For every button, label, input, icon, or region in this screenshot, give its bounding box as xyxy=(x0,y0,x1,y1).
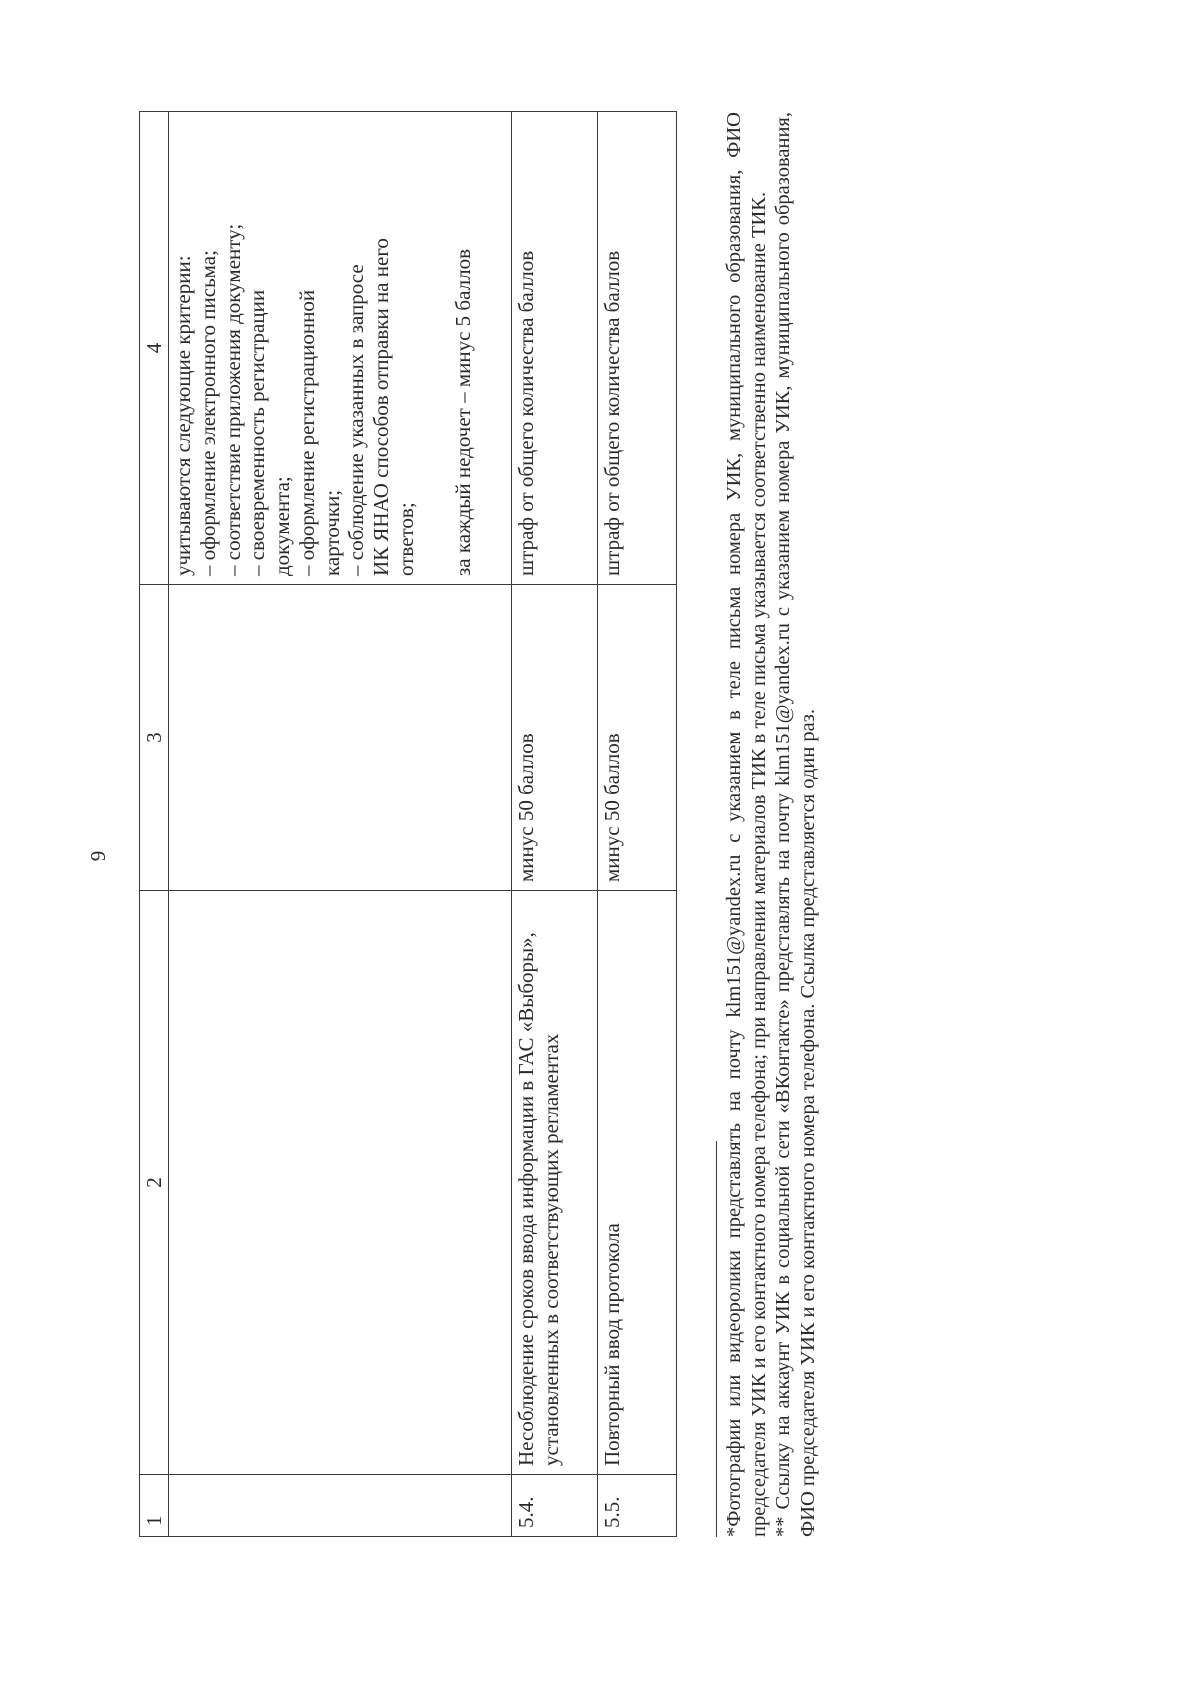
row-description: Повторный ввод протокола xyxy=(598,891,677,1475)
table-row-continuation xyxy=(169,112,512,1537)
row-description: Несоблюдение сроков ввода информации в ГАС «Выборы», установленных в соответствующих регламентах xyxy=(512,891,598,1475)
table-row xyxy=(512,112,598,1537)
header-col-4: 4 xyxy=(140,112,169,585)
criteria-item: – оформление регистрационной xyxy=(294,289,319,576)
per-deficiency-penalty: за каждый недочет – минус 5 баллов xyxy=(450,249,475,576)
row-number: 5.4. xyxy=(512,1475,598,1537)
criteria-list xyxy=(196,120,419,576)
header-col-3: 3 xyxy=(140,585,169,891)
criteria-intro: учитываются следующие критерии: xyxy=(171,255,195,576)
cell-points-empty xyxy=(169,585,512,891)
cell-description-empty xyxy=(169,891,512,1475)
criteria-item: карточки; xyxy=(319,489,344,576)
row-note: штраф от общего количества баллов xyxy=(512,112,598,585)
footnotes xyxy=(722,112,820,1537)
row-points: минус 50 баллов xyxy=(598,585,677,891)
header-col-2: 2 xyxy=(140,891,169,1475)
criteria-item: – оформление электронного письма; xyxy=(195,250,220,576)
criteria-item: – соответствие приложения документу; xyxy=(220,223,245,576)
table-row xyxy=(598,112,677,1537)
criteria-item: документа; xyxy=(270,476,295,576)
row-points: минус 50 баллов xyxy=(512,585,598,891)
criteria-item: – своевременность регистрации xyxy=(245,289,270,576)
criteria-item: ИК ЯНАО способов отправки на него xyxy=(369,238,394,576)
cell-criteria xyxy=(169,112,512,585)
row-note: штраф от общего количества баллов xyxy=(598,112,677,585)
table-header-row xyxy=(140,112,169,1537)
footnote-separator xyxy=(716,1141,717,1537)
criteria-item: ответов; xyxy=(393,502,418,576)
header-col-1: 1 xyxy=(140,1475,169,1537)
page-number: 9 xyxy=(86,850,110,862)
footnote-first: *Фотографии или видеоролики представлять на почту klm151@yandex.ru с указанием в теле письма номера УИК, муниципального образования, ФИО председателя УИК и его контактного номера телефона; при направлении материалов ТИК в теле письма указывается соответственно наименование ТИК. xyxy=(723,112,770,1537)
criteria-table xyxy=(139,111,677,1537)
criteria-item: – соблюдение указанных в запросе xyxy=(344,264,369,576)
cell-num-empty xyxy=(169,1475,512,1537)
footnote-second: ** Ссылку на аккаунт УИК в социальной сети «ВКонтакте» представлять на почту klm151@yandex.ru с указанием номера УИК, муниципального образования, ФИО председателя УИК и его контактного номера телефона. Ссылка представляется один раз. xyxy=(772,112,819,1537)
row-number: 5.5. xyxy=(598,1475,677,1537)
